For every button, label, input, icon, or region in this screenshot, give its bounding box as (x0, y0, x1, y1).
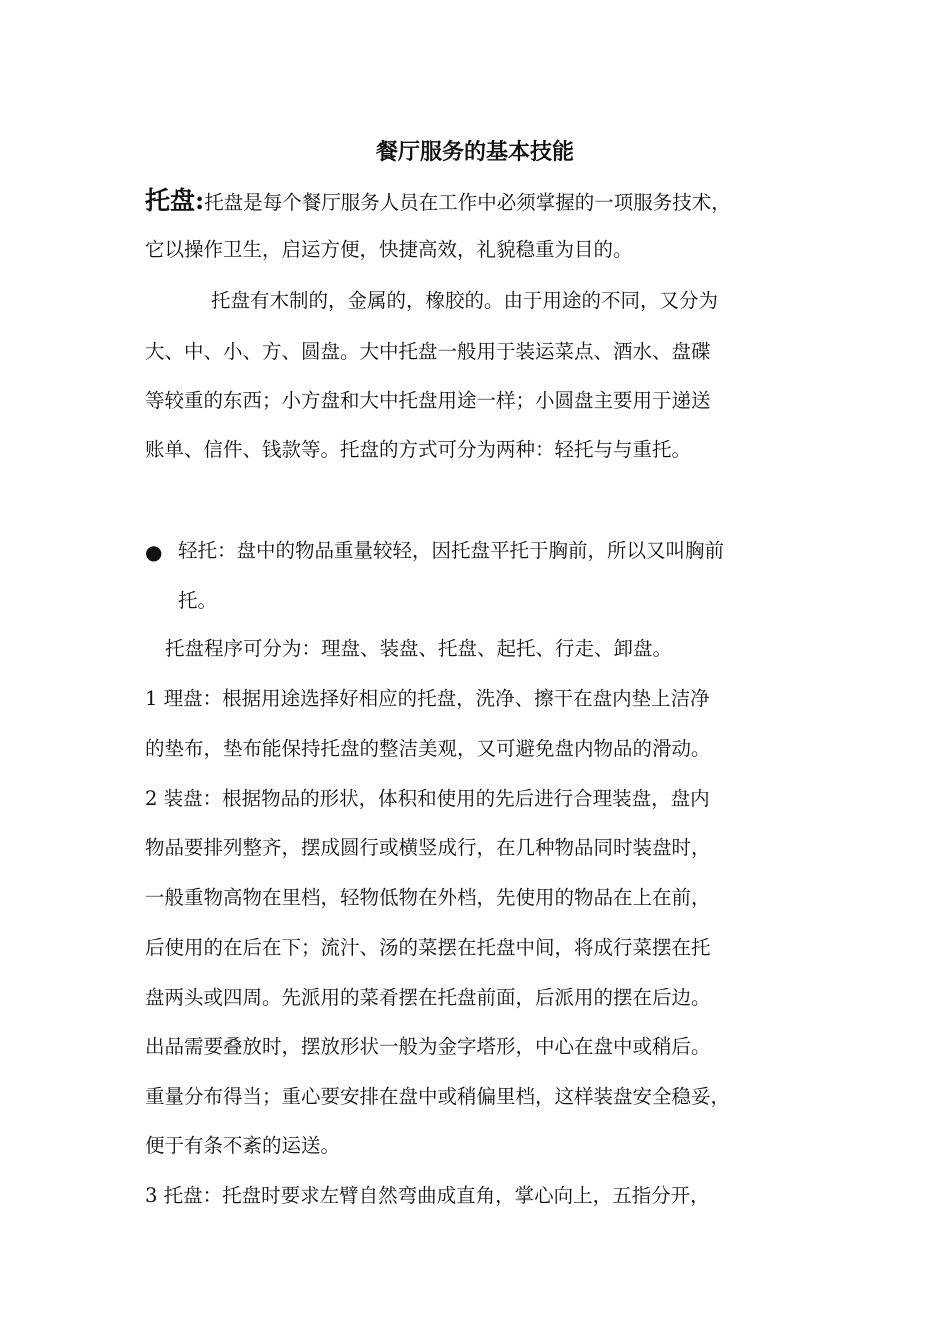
intro-text: 托盘是每个餐厅服务人员在工作中必须掌握的一项服务技术， (204, 191, 731, 214)
step2-line: 后使用的在后在下；流汁、汤的菜摆在托盘中间，将成行菜摆在托 (145, 936, 711, 959)
bullet-line: 轻托：盘中的物品重量较轻，因托盘平托于胸前，所以又叫胸前 (178, 539, 725, 562)
procedure-line: 托盘程序可分为：理盘、装盘、托盘、起托、行走、卸盘。 (165, 637, 673, 660)
step1-line: 1 理盘：根据用途选择好相应的托盘，洗净、擦干在盘内垫上洁净 (145, 687, 710, 710)
step2-line: 物品要排列整齐，摆成圆行或横竖成行，在几种物品同时装盘时， (145, 836, 711, 859)
step2-line: 便于有条不紊的运送。 (145, 1134, 341, 1157)
paragraph2-line: 托盘有木制的，金属的，橡胶的。由于用途的不同，又分为 (211, 289, 719, 312)
bullet-icon: ● (145, 540, 163, 564)
paragraph2-line: 等较重的东西；小方盘和大中托盘用途一样；小圆盘主要用于递送 (145, 389, 711, 412)
intro-lead: 托盘: (145, 186, 205, 215)
step2-line: 出品需要叠放时，摆放形状一般为金字塔形，中心在盘中或稍后。 (145, 1035, 711, 1058)
paragraph2-line: 账单、信件、钱款等。托盘的方式可分为两种：轻托与与重托。 (145, 438, 692, 461)
paragraph2-line: 大、中、小、方、圆盘。大中托盘一般用于装运菜点、酒水、盘碟 (145, 340, 711, 363)
step2-line: 一般重物高物在里档，轻物低物在外档，先使用的物品在上在前， (145, 886, 711, 909)
intro-line-2: 它以操作卫生，启运方便，快捷高效，礼貌稳重为目的。 (145, 238, 633, 261)
step2-line: 重量分布得当；重心要安排在盘中或稍偏里档，这样装盘安全稳妥， (145, 1085, 731, 1108)
step2-line: 2 装盘：根据物品的形状，体积和使用的先后进行合理装盘，盘内 (145, 787, 710, 810)
document-title: 餐厅服务的基本技能 (375, 139, 574, 165)
step1-line: 的垫布，垫布能保持托盘的整洁美观，又可避免盘内物品的滑动。 (145, 737, 711, 760)
step3-line: 3 托盘：托盘时要求左臂自然弯曲成直角，掌心向上，五指分开， (145, 1184, 710, 1207)
bullet-line: 托。 (178, 589, 218, 612)
intro-line-1 (145, 186, 731, 218)
step2-line: 盘两头或四周。先派用的菜肴摆在托盘前面，后派用的摆在后边。 (145, 986, 711, 1009)
